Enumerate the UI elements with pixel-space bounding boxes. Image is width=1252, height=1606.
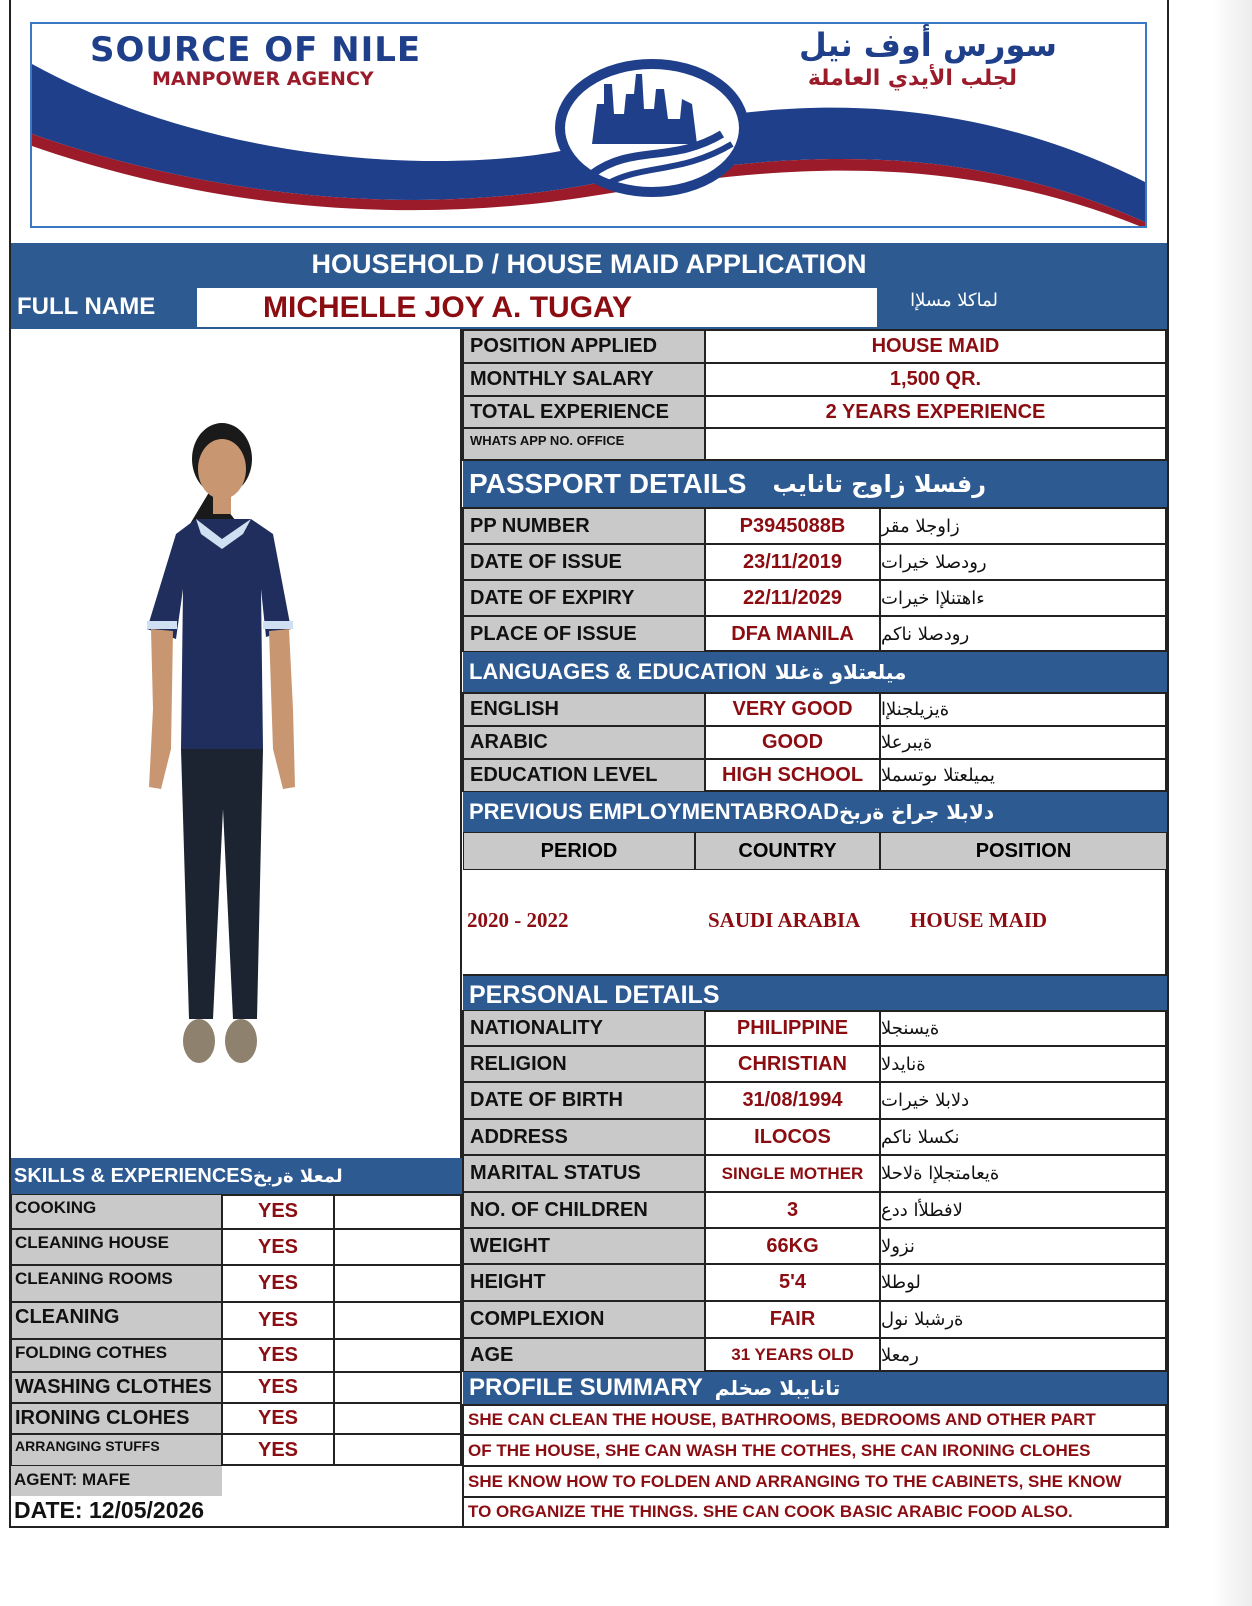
employment-col-period: PERIOD bbox=[463, 832, 695, 870]
skill-label: CLEANING ROOMS bbox=[11, 1265, 222, 1302]
date-of-expiry-value: 22/11/2029 bbox=[705, 580, 880, 616]
employment-col-position: POSITION bbox=[880, 832, 1167, 870]
page-title: HOUSEHOLD / HOUSE MAID APPLICATION bbox=[11, 243, 1167, 285]
skill-value: YES bbox=[222, 1339, 334, 1372]
full-name-label-ar: لماكلا مسلإا bbox=[910, 290, 998, 311]
personal-label: MARITAL STATUS bbox=[463, 1155, 705, 1192]
date-of-issue-label-ar: رودصلا خيرات bbox=[880, 544, 1166, 580]
person-figure-image bbox=[11, 329, 462, 1158]
whatsapp-label: WHATS APP NO. OFFICE bbox=[463, 428, 705, 460]
date-of-expiry-label-ar: ءاهتنلإا خيرات bbox=[880, 580, 1166, 616]
candidate-photo bbox=[11, 329, 462, 1158]
personal-value: 31/08/1994 bbox=[705, 1082, 880, 1119]
personal-label-ar: ةنايدلا bbox=[880, 1046, 1166, 1082]
skill-label: FOLDING COTHES bbox=[11, 1339, 222, 1372]
personal-label-ar: رمعلا bbox=[880, 1338, 1166, 1372]
languages-header bbox=[463, 652, 1167, 692]
brand-name-ar: سورس أوف نيل bbox=[798, 26, 1057, 64]
employment-country: SAUDI ARABIA bbox=[708, 908, 861, 932]
logo-banner bbox=[30, 22, 1147, 228]
skill-empty-cell bbox=[334, 1339, 462, 1372]
passport-header bbox=[463, 461, 1167, 507]
skill-empty-cell bbox=[334, 1194, 462, 1229]
brand-sub-en: MANPOWER AGENCY bbox=[152, 68, 374, 90]
profile-line-2: OF THE HOUSE, SHE CAN WASH THE COTHES, SHE CAN IRONING CLOHES bbox=[463, 1435, 1166, 1466]
passport-header-ar: رفسلا زاوج تانايب bbox=[772, 470, 987, 498]
position-applied-value: HOUSE MAID bbox=[705, 330, 1166, 363]
arabic-value: GOOD bbox=[705, 726, 880, 759]
skill-empty-cell bbox=[334, 1403, 462, 1434]
skills-header-ar: لمعلا ةربخ bbox=[252, 1165, 343, 1187]
personal-label-ar: لوطلا bbox=[880, 1264, 1166, 1301]
personal-label-ar: دلابلا خيرات bbox=[880, 1082, 1166, 1119]
profile-line-4: TO ORGANIZE THE THINGS. SHE CAN COOK BASIC ARABIC FOOD ALSO. bbox=[463, 1497, 1166, 1527]
page-edge-shadow bbox=[1212, 0, 1252, 1606]
personal-label-ar: ةيعامتجلإا ةلاحلا bbox=[880, 1155, 1166, 1192]
personal-label: HEIGHT bbox=[463, 1264, 705, 1301]
personal-value: FAIR bbox=[705, 1301, 880, 1338]
skill-value: YES bbox=[222, 1194, 334, 1229]
profile-line-3: SHE KNOW HOW TO FOLDEN AND ARRANGING TO THE CABINETS, SHE KNOW bbox=[463, 1466, 1166, 1497]
personal-value: 66KG bbox=[705, 1228, 880, 1264]
pp-number-label-ar: زاوجلا مقر bbox=[880, 508, 1166, 544]
personal-label-ar: ةرشبلا نول bbox=[880, 1301, 1166, 1338]
agent-label: AGENT: MAFE bbox=[14, 1470, 131, 1489]
profile-header bbox=[463, 1372, 1167, 1404]
skill-value: YES bbox=[222, 1265, 334, 1302]
profile-header-ar: تانايبلا صخلم bbox=[714, 1376, 841, 1400]
skill-value: YES bbox=[222, 1302, 334, 1339]
education-level-label-ar: يميلعتلا ىوتسملا bbox=[880, 759, 1166, 792]
arabic-label: ARABIC bbox=[463, 726, 705, 759]
employment-col-country: COUNTRY bbox=[695, 832, 880, 870]
personal-label: AGE bbox=[463, 1338, 705, 1372]
employment-position: HOUSE MAID bbox=[910, 908, 1048, 932]
personal-value: CHRISTIAN bbox=[705, 1046, 880, 1082]
personal-label: NATIONALITY bbox=[463, 1010, 705, 1046]
education-level-label: EDUCATION LEVEL bbox=[463, 759, 705, 792]
skill-label: WASHING CLOTHES bbox=[11, 1372, 222, 1403]
place-of-issue-label-ar: رودصلا ناكم bbox=[880, 616, 1166, 652]
skill-label: ARRANGING STUFFS bbox=[11, 1434, 222, 1466]
personal-label: RELIGION bbox=[463, 1046, 705, 1082]
whatsapp-value bbox=[705, 428, 1166, 460]
employment-header bbox=[463, 792, 1167, 832]
personal-label-ar: نزولا bbox=[880, 1228, 1166, 1264]
place-of-issue-label: PLACE OF ISSUE bbox=[463, 616, 705, 652]
personal-label-ar: ةيسنجلا bbox=[880, 1010, 1166, 1046]
skill-label: CLEANING bbox=[11, 1302, 222, 1339]
skill-empty-cell bbox=[334, 1372, 462, 1403]
personal-value: SINGLE MOTHER bbox=[705, 1155, 880, 1192]
personal-label-ar: لافطلأا ددع bbox=[880, 1192, 1166, 1228]
skill-value: YES bbox=[222, 1229, 334, 1265]
english-value: VERY GOOD bbox=[705, 693, 880, 726]
total-experience-label: TOTAL EXPERIENCE bbox=[463, 396, 705, 428]
skill-value: YES bbox=[222, 1372, 334, 1403]
personal-value: 5'4 bbox=[705, 1264, 880, 1301]
education-level-value: HIGH SCHOOL bbox=[705, 759, 880, 792]
personal-label: DATE OF BIRTH bbox=[463, 1082, 705, 1119]
personal-label: NO. OF CHILDREN bbox=[463, 1192, 705, 1228]
english-label: ENGLISH bbox=[463, 693, 705, 726]
personal-label: ADDRESS bbox=[463, 1119, 705, 1155]
pp-number-label: PP NUMBER bbox=[463, 508, 705, 544]
form-date: DATE: 12/05/2026 bbox=[14, 1497, 205, 1523]
total-experience-value: 2 YEARS EXPERIENCE bbox=[705, 396, 1166, 428]
english-label-ar: ةيزيلجنلإا bbox=[880, 693, 1166, 726]
skill-empty-cell bbox=[334, 1434, 462, 1466]
pp-number-value: P3945088B bbox=[705, 508, 880, 544]
personal-value: ILOCOS bbox=[705, 1119, 880, 1155]
languages-header-ar: ميلعتلاو ةغللا bbox=[774, 660, 907, 684]
personal-value: PHILIPPINE bbox=[705, 1010, 880, 1046]
skills-header bbox=[11, 1158, 462, 1194]
position-applied-label: POSITION APPLIED bbox=[463, 330, 705, 363]
languages-header-text: LANGUAGES & EDUCATION bbox=[469, 659, 767, 684]
profile-header-text: PROFILE SUMMARY bbox=[469, 1374, 703, 1401]
skill-label: COOKING bbox=[11, 1194, 222, 1229]
skill-empty-cell bbox=[334, 1265, 462, 1302]
skills-header-text: SKILLS & EXPERIENCES bbox=[14, 1164, 253, 1187]
full-name-label: FULL NAME bbox=[17, 293, 156, 320]
skill-empty-cell bbox=[334, 1302, 462, 1339]
full-name-value: MICHELLE JOY A. TUGAY bbox=[263, 290, 632, 324]
brand-sub-ar: لجلب الأيدي العاملة bbox=[807, 66, 1017, 91]
skill-label: CLEANING HOUSE bbox=[11, 1229, 222, 1265]
date-of-expiry-label: DATE OF EXPIRY bbox=[463, 580, 705, 616]
personal-label: COMPLEXION bbox=[463, 1301, 705, 1338]
employment-period: 2020 - 2022 bbox=[467, 908, 569, 932]
brand-name-en: SOURCE OF NILE bbox=[90, 30, 422, 70]
passport-header-text: PASSPORT DETAILS bbox=[469, 468, 747, 499]
personal-header: PERSONAL DETAILS bbox=[463, 976, 1167, 1010]
employment-header-text: PREVIOUS EMPLOYMENTABROAD bbox=[469, 799, 839, 824]
personal-label: WEIGHT bbox=[463, 1228, 705, 1264]
place-of-issue-value: DFA MANILA bbox=[705, 616, 880, 652]
date-of-issue-value: 23/11/2019 bbox=[705, 544, 880, 580]
monthly-salary-label: MONTHLY SALARY bbox=[463, 363, 705, 396]
personal-label-ar: نكسلا ناكم bbox=[880, 1119, 1166, 1155]
skill-empty-cell bbox=[334, 1229, 462, 1265]
employment-header-ar: دلابلا جراخ ةربخ bbox=[838, 800, 995, 824]
skill-value: YES bbox=[222, 1403, 334, 1434]
personal-value: 3 bbox=[705, 1192, 880, 1228]
skill-value: YES bbox=[222, 1434, 334, 1466]
date-of-issue-label: DATE OF ISSUE bbox=[463, 544, 705, 580]
personal-value: 31 YEARS OLD bbox=[705, 1338, 880, 1372]
monthly-salary-value: 1,500 QR. bbox=[705, 363, 1166, 396]
skill-label: IRONING CLOHES bbox=[11, 1403, 222, 1434]
profile-line-1: SHE CAN CLEAN THE HOUSE, BATHROOMS, BEDROOMS AND OTHER PART bbox=[463, 1404, 1166, 1435]
arabic-label-ar: ةيبرعلا bbox=[880, 726, 1166, 759]
